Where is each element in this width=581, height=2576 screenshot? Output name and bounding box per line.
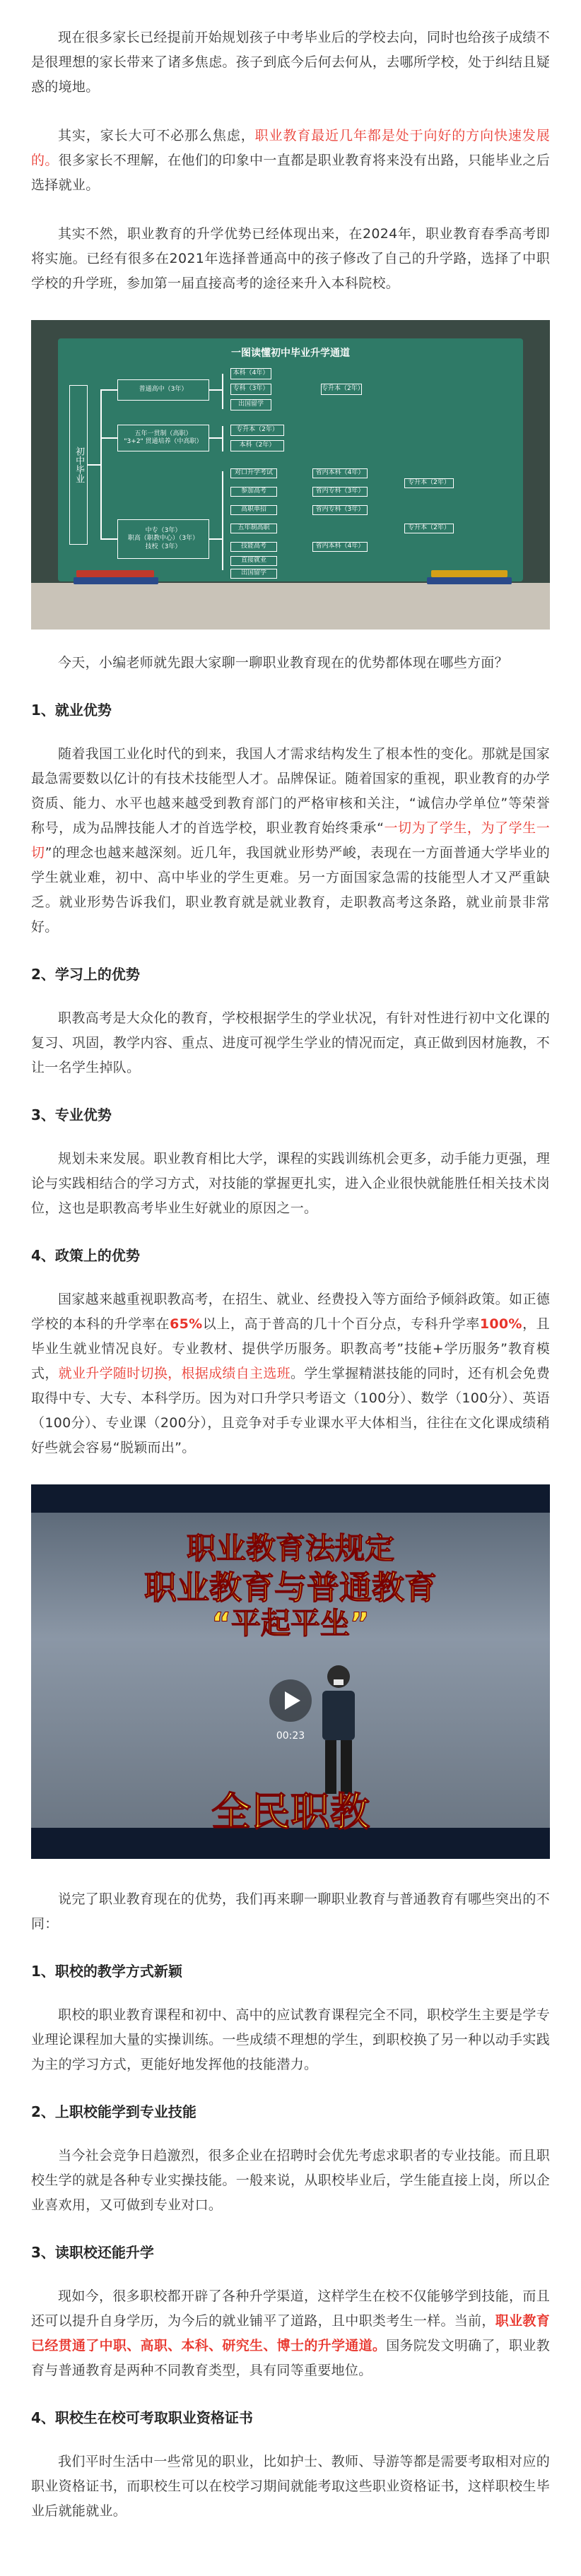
highlight-number: 100%: [479, 1316, 522, 1332]
diagram-node: 高职单招: [230, 505, 277, 515]
diagram-node: 出国留学: [230, 399, 271, 410]
section-heading: 4、职校生在校可考取职业资格证书: [31, 2409, 253, 2426]
lead-paragraph: 今天，小编老师就先跟大家聊一聊职业教育现在的优势都体现在哪些方面？: [58, 655, 508, 670]
video-player[interactable]: [31, 1484, 550, 1859]
intro-text: 其实，家长大可不必那么焦虑，: [58, 128, 255, 143]
diagram-root: 初中毕业: [69, 385, 88, 545]
video-caption-line: 职业教育法规定: [186, 1531, 394, 1566]
highlight-text: 就业升学随时切换，根据成绩自主选班: [58, 1366, 291, 1381]
diagram-node: 省内本科（4年）: [312, 542, 368, 552]
diagram-node: 专升本（2年）: [321, 384, 362, 395]
chalkboard: [58, 338, 523, 581]
section-text: 。学生掌握精湛技能的同时，还有机会免费取得中专、大专、本科学历。因为对口升学只考语文（100分）、数学（100分）、英语（100分）、专业课（200分），且竞争对手专业课水平大体相当，往往在文化课成绩稍好些就会容易“脱颖而出”。: [31, 1366, 550, 1455]
diagram-node: 专升本（2年）: [404, 478, 454, 488]
diagram-node: 参加高考: [230, 487, 277, 497]
section-paragraph: 当今社会竞争日趋激烈，很多企业在招聘时会优先考虑求职者的专业技能。而且职校生学的就是各种专业实操技能。一般来说，从职校毕业后，学生能直接上岗，所以企业喜欢用，又可做到专业对口。: [31, 2148, 550, 2213]
section-heading: 3、读职校还能升学: [31, 2244, 154, 2261]
book-decoration: [427, 577, 512, 584]
section-text: ，且毕业生就业情况良好。专业教材、提供学历服务。职教高考”技能+学历服务”教育模式，: [31, 1316, 550, 1381]
person-figure: [314, 1661, 363, 1795]
section-paragraph: 职教高考是大众化的教育，学校根据学生的学业状况，有针对性进行初中文化课的复习、巩固，教学内容、重点、进度可视学生学业的情况而定，真正做到因材施教，不让一名学生掉队。: [31, 1010, 550, 1075]
pathway-diagram-image: [31, 320, 550, 630]
diagram-five-year: 五年一贯制（高职） "3+2" 贯通培养（中高职）: [117, 425, 209, 451]
video-caption-line: 全民职教: [211, 1790, 370, 1836]
highlight-text: 职业教育最近几年都是处于向好的方向快速发展的。: [31, 128, 550, 168]
highlight-text: 职业教育已经贯通了中职、高职、本科、研究生、博士的升学通道。: [31, 2313, 550, 2353]
diagram-node: 省内本科（4年）: [312, 468, 368, 478]
section-text: 国务院发文明确了，职业教育与普通教育是两种不同教育类型，具有同等重要地位。: [31, 2338, 550, 2378]
desk: [31, 583, 550, 630]
section-text: 现如今，很多职校都开辟了各种升学渠道，这样学生在校不仅能够学到技能，而且还可以提升自身学历，为今后的就业铺平了道路，且中职类考生一样。当前，: [31, 2288, 550, 2329]
section-heading: 1、职校的教学方式新颖: [31, 1963, 182, 1980]
section-heading: 3、专业优势: [31, 1106, 112, 1123]
highlight-number: 65%: [170, 1316, 203, 1332]
play-icon: [285, 1691, 300, 1710]
section-paragraph: 职校的职业教育课程和初中、高中的应试教育课程完全不同，职校学生主要是学专业理论课程加大量的实操训练。一些成绩不理想的学生，到职校换了另一种以动手实践为主的学习方式，更能好地发挥他的技能潜力。: [31, 2007, 550, 2072]
diagram-normal-high: 普通高中（3年）: [117, 379, 209, 401]
book-decoration: [76, 570, 154, 577]
video-letterbox-top: [31, 1484, 550, 1513]
section-text: ”的理念也越来越深刻。近几年，我国就业形势严峻，表现在一方面普通大学毕业的学生就业难，初中、高中毕业的学生更难。另一方面国家急需的技能型人才又严重缺乏。就业形势告诉我们，职业教育就是就业教育，走职教高考这条路，就业前景非常好。: [31, 845, 550, 935]
video-caption-line: 职业教育与普通教育: [144, 1568, 437, 1607]
diagram-node: 出国留学: [230, 569, 277, 579]
diagram-node: 专升本（2年）: [404, 524, 454, 533]
diagram-vocational: 中专（3年） 职高（职教中心）（3年） 技校（3年）: [117, 519, 209, 559]
after-paragraph: 说完了职业教育现在的优势，我们再来聊一聊职业教育与普通教育有哪些突出的不同：: [31, 1891, 550, 1932]
section-paragraph: 规划未来发展。职业教育相比大学，课程的实践训练机会更多，动手能力更强，理论与实践相结合的学习方式，对技能的掌握更扎实，进入企业很快就能胜任相关技术岗位，这也是职教高考毕业生好就业的原因之一。: [31, 1151, 550, 1216]
diagram-node: 省内专科（3年）: [312, 505, 368, 515]
section-heading: 2、学习上的优势: [31, 966, 140, 983]
section-paragraph: [31, 1287, 550, 1460]
diagram-node: 直接就业: [230, 556, 277, 566]
diagram-node: 技能高考: [230, 542, 277, 552]
book-decoration: [431, 570, 507, 577]
section-text: 以上，高于普高的几十个百分点，专科升学率: [202, 1316, 480, 1332]
book-decoration: [74, 577, 158, 584]
section-heading: 1、就业优势: [31, 702, 112, 719]
section-text: 国家越来越重视职教高考，在招生、就业、经费投入等方面给予倾斜政策。如正德学校的本科的升学率在: [31, 1292, 550, 1332]
section-paragraph: [31, 742, 550, 940]
section-text: 随着我国工业化时代的到来，我国人才需求结构发生了根本性的变化。那就是国家最急需要数以亿计的有技术技能型人才。品牌保证。随着国家的重视，职业教育的办学资质、能力、水平也越来越受到教育部门的严格审核和关注，“诚信办学单位”等荣誉称号，成为品牌技能人才的首选学校，职业教育始终秉承“: [31, 746, 550, 836]
intro-paragraph-1: 现在很多家长已经提前开始规划孩子中考毕业后的学校去向，同时也给孩子成绩不是很理想的家长带来了诸多焦虑。孩子到底今后何去何从，去哪所学校，处于纠结且疑惑的境地。: [31, 30, 550, 95]
diagram-node: 专科（3年）: [230, 384, 271, 395]
diagram-node: 五年制高职: [230, 524, 277, 533]
diagram-node: 本科（4年）: [230, 368, 271, 379]
video-duration: 00:23: [276, 1730, 305, 1742]
video-caption-line: “平起平坐”: [211, 1606, 370, 1641]
diagram-node: 本科（2年）: [230, 440, 284, 451]
intro-paragraph-2: [31, 124, 550, 198]
intro-paragraph-3: 其实不然，职业教育的升学优势已经体现出来，在2024年，职业教育春季高考即将实施。已经有很多在2021年选择普通高中的孩子修改了自己的升学路，选择了中职学校的升学班，参加第一届直接高考的途径来升入本科院校。: [31, 226, 550, 291]
diagram-title: 一图读懂初中毕业升学通道: [231, 348, 350, 359]
section-heading: 4、政策上的优势: [31, 1247, 140, 1264]
intro-text: 很多家长不理解，在他们的印象中一直都是职业教育将来没有出路，只能毕业之后选择就业。: [31, 153, 550, 193]
diagram-node: 专升本（2年）: [230, 425, 284, 436]
section-heading: 2、上职校能学到专业技能: [31, 2103, 196, 2120]
diagram-node: 省内专科（3年）: [312, 487, 368, 497]
diagram-node: 对口升学考试: [230, 468, 277, 478]
play-button[interactable]: [269, 1679, 312, 1722]
section-paragraph: 我们平时生活中一些常见的职业，比如护士、教师、导游等都是需要考取相对应的职业资格证书，而职校生可以在校学习期间就能考取这些职业资格证书，这样职校生毕业后就能就业。: [31, 2454, 550, 2519]
highlight-text: 一切为了学生，为了学生一切: [31, 820, 550, 861]
section-paragraph: [31, 2284, 550, 2383]
